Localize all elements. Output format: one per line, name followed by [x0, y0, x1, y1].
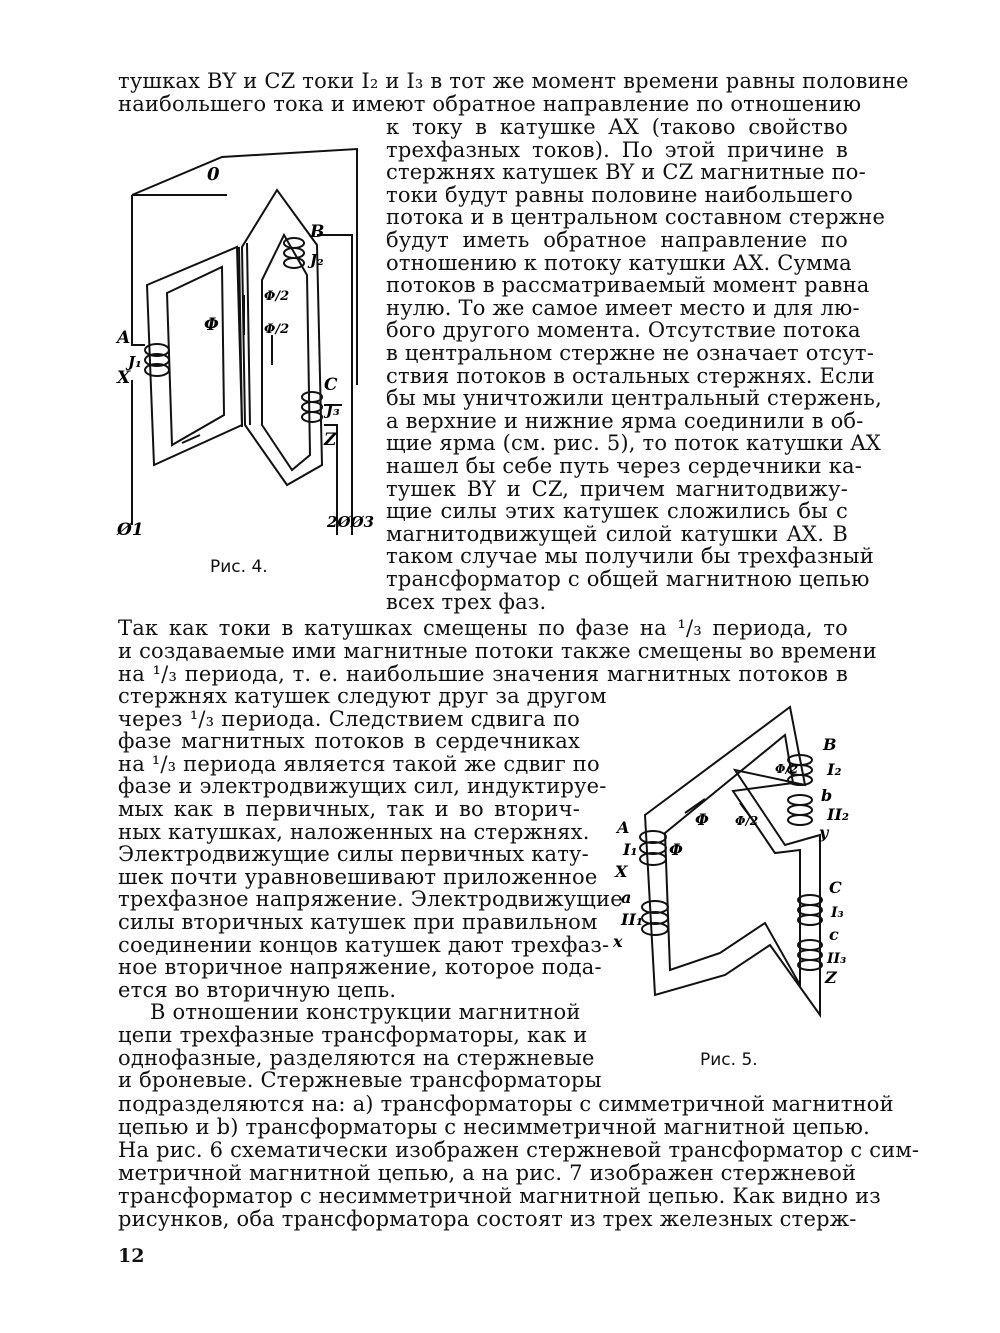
fig4-label: 2ØØ3 — [327, 513, 375, 531]
text-line: трехфазное напряжение. Электродвижущие — [118, 887, 623, 912]
text-line: тушек BY и CZ, причем магнитодвижу- — [386, 476, 848, 501]
fig5-label: II₂ — [827, 805, 849, 824]
text-line: ное вторичное напряжение, которое пода- — [118, 955, 602, 980]
text-line: На рис. 6 схематически изображен стержневой трансформатор с сим- — [118, 1138, 920, 1162]
fig5-label: A — [617, 818, 630, 837]
text-line: В отношении конструкции магнитной — [150, 1000, 581, 1025]
text-line: трансформатор с общей магнитною цепью — [386, 567, 870, 591]
text-line: тушках BY и CZ токи I₂ и I₃ в тот же момент времени равны половине — [118, 69, 909, 93]
text-line: однофазные, разделяются на стержневые — [118, 1045, 595, 1070]
fig4-label: 0 — [207, 164, 220, 185]
text-line: на ¹/₃ периода является такой же сдвиг по — [118, 751, 600, 776]
text-line: стержнях катушек BY и CZ магнитные по- — [386, 160, 866, 185]
fig5-label: Φ/2 — [775, 762, 799, 776]
text-line: рисунков, оба трансформатора состоят из трех железных стерж- — [118, 1207, 857, 1231]
fig4-label: X — [117, 368, 131, 388]
text-line: мых как в первичных, так и во вторич- — [118, 797, 580, 821]
fig5-label: I₁ — [623, 840, 638, 859]
text-line: через ¹/₃ периода. Следствием сдвига по — [118, 706, 580, 731]
text-line: на ¹/₃ периода, т. е. наибольшие значения магнитных потоков в — [118, 662, 848, 686]
text-line: а верхние и нижние ярма соединили в об- — [386, 408, 864, 433]
text-line: к току в катушке AX (таково свойство — [386, 115, 848, 139]
text-line: отношению к потоку катушки AX. Сумма — [386, 250, 852, 275]
text-line: и создаваемые ими магнитные потоки также смещены во времени — [118, 639, 877, 663]
fig5-label: Φ — [695, 810, 709, 829]
fig5-label: y — [819, 823, 829, 842]
text-line: нулю. То же самое имеет место и для лю- — [386, 295, 860, 320]
figure-4 — [112, 135, 382, 605]
text-line: таком случае мы получили бы трехфазный — [386, 544, 874, 569]
text-line: Так как токи в катушках смещены по фазе на ¹/₃ периода, то — [118, 616, 848, 640]
figure-4-caption: Рис. 4. — [210, 557, 268, 577]
text-line: токи будут равны половине наибольшего — [386, 182, 853, 207]
fig4-label: B — [310, 222, 325, 242]
page-number: 12 — [118, 1245, 145, 1267]
text-line: в центральном стержне не означает отсут- — [386, 341, 875, 365]
fig5-label: Z — [825, 968, 837, 987]
fig5-label: I₃ — [831, 905, 844, 921]
text-line: подразделяются на: a) трансформаторы с симметричной магнитной — [118, 1092, 894, 1116]
text-line: потока и в центральном составном стержне — [386, 205, 886, 230]
text-line: нашел бы себе путь через сердечники ка- — [386, 454, 863, 478]
text-line: бы мы уничтожили центральный стержень, — [386, 386, 882, 411]
text-line: стержнях катушек следуют друг за другом — [118, 684, 607, 708]
fig5-label: II₃ — [827, 951, 847, 967]
fig4-label: Z — [324, 430, 337, 450]
text-line: щие силы этих катушек сложились бы с — [386, 499, 848, 524]
text-line: наибольшего тока и имеют обратное направление по отношению — [118, 92, 862, 116]
fig5-label: c — [829, 925, 839, 944]
text-line: будут иметь обратное направление по — [386, 228, 848, 252]
fig4-label: J₁ — [128, 353, 142, 371]
text-line: магнитодвижущей силой катушки AX. В — [386, 521, 848, 546]
text-line: ствия потоков в остальных стержнях. Если — [386, 363, 875, 388]
fig4-label: A — [117, 328, 131, 348]
fig4-label: Φ/2 — [264, 322, 290, 337]
fig5-label: I₂ — [827, 760, 842, 779]
fig5-label: C — [829, 878, 842, 897]
fig5-label: Φ/2 — [735, 814, 759, 828]
text-line: бого другого момента. Отсутствие потока — [386, 318, 861, 343]
fig4-label: Ø1 — [117, 520, 144, 540]
text-line: потоков в рассматриваемый момент равна — [386, 273, 870, 298]
text-line: цепи трехфазные трансформаторы, как и — [118, 1023, 588, 1047]
fig4-label: C — [324, 375, 338, 395]
text-line: соединении концов катушек дают трехфаз- — [118, 932, 610, 957]
text-line: цепью и b) трансформаторы с несимметричной магнитной цепью. — [118, 1115, 870, 1139]
text-line: щие ярма (см. рис. 5), то поток катушки AX — [386, 431, 882, 456]
text-line: фазе и электродвижущих сил, индуктируе- — [118, 774, 607, 799]
fig5-label: Φ — [669, 840, 683, 859]
fig5-label: B — [823, 735, 837, 754]
text-line: и броневые. Стержневые трансформаторы — [118, 1068, 602, 1093]
fig5-label: a — [621, 888, 632, 907]
text-line: ется во вторичную цепь. — [118, 977, 397, 1002]
fig5-label: x — [613, 932, 623, 951]
text-line: Электродвижущие силы первичных кату- — [118, 842, 589, 867]
fig4-label: Φ — [204, 315, 219, 335]
text-line: метричной магнитной цепью, а на рис. 7 изображен стержневой — [118, 1161, 857, 1185]
figure-5-caption: Рис. 5. — [700, 1050, 758, 1070]
figure-5 — [605, 695, 855, 1045]
fig5-label: II₁ — [621, 910, 643, 929]
fig4-label: J₃ — [326, 401, 340, 419]
text-line: фазе магнитных потоков в сердечниках — [118, 729, 580, 754]
text-line: трехфазных токов). По этой причине в — [386, 137, 848, 162]
text-line: шек почти уравновешивают приложенное — [118, 864, 598, 889]
fig5-label: b — [821, 786, 833, 805]
text-line: силы вторичных катушек при правильном — [118, 910, 598, 934]
fig4-label: J₂ — [310, 251, 324, 269]
text-line: ных катушках, наложенных на стержнях. — [118, 819, 590, 844]
text-line: трансформатор с несимметричной магнитной цепью. Как видно из — [118, 1184, 881, 1208]
fig4-label: Φ/2 — [264, 289, 290, 304]
fig5-label: X — [615, 862, 628, 881]
text-line: всех трех фаз. — [386, 589, 547, 614]
